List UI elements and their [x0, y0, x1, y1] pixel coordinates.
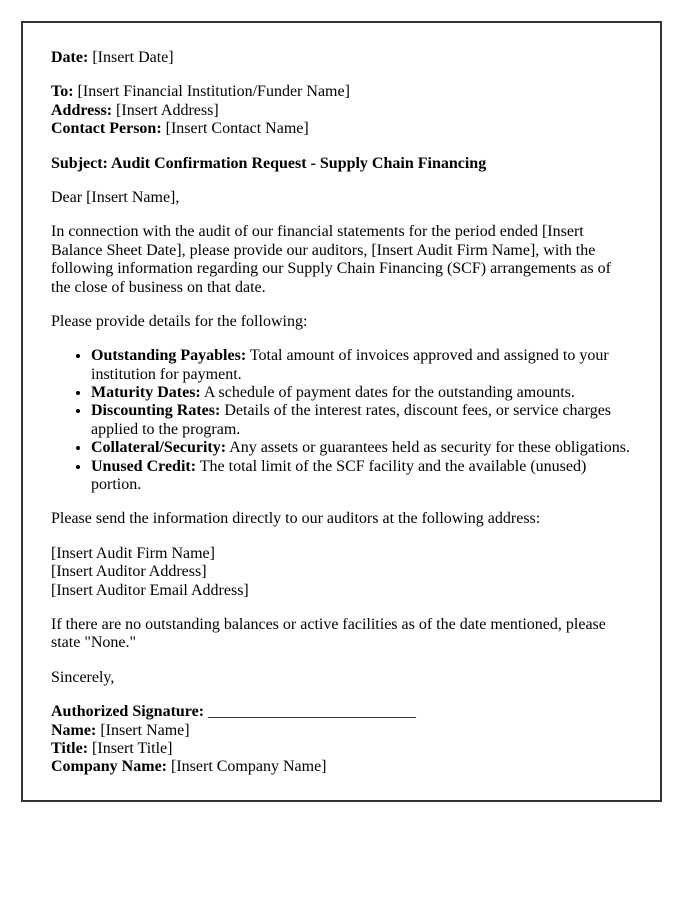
- send-instruction: Please send the information directly to our auditors at the following address:: [51, 510, 541, 528]
- list-item-discounting-rates: [91, 402, 632, 439]
- recipient-block: [51, 83, 632, 138]
- letter-document: [21, 21, 662, 802]
- signature-underline: __________________________: [204, 703, 417, 721]
- list-item-collateral-security: [91, 439, 632, 457]
- recipient-address-line: [51, 102, 632, 120]
- list-item-unused-credit: [91, 458, 632, 495]
- signer-title-label: Title:: [51, 739, 89, 757]
- authorized-signature-label: Authorized Signature:: [51, 703, 205, 721]
- intro-paragraph: In connection with the audit of our financial statements for the period ended [Insert Balance Sheet Date], please provide our auditors, [Insert Audit Firm Name], with the following information regarding our Supply Chain Financing (SCF) arrangements as of the close of business on that date.: [51, 223, 611, 296]
- closing: Sincerely,: [51, 668, 115, 686]
- signer-title-value: [Insert Title]: [88, 739, 173, 757]
- collateral-security-text: Any assets or guarantees held as security for these obligations.: [226, 439, 630, 457]
- signature-block: [51, 703, 632, 777]
- details-intro: Please provide details for the following:: [51, 312, 308, 330]
- signer-name-line: [51, 722, 632, 740]
- date-label: Date:: [51, 49, 89, 66]
- details-list: [51, 347, 632, 494]
- maturity-dates-label: Maturity Dates:: [91, 384, 201, 402]
- signer-name-value: [Insert Name]: [96, 721, 190, 739]
- outstanding-payables-text: Total amount of invoices approved and assigned to your institution for payment.: [91, 347, 609, 383]
- signer-title-line: [51, 740, 632, 758]
- signer-name-label: Name:: [51, 721, 97, 739]
- auditor-firm-line: [Insert Audit Firm Name]: [51, 544, 215, 562]
- discounting-rates-text: Details of the interest rates, discount fees, or service charges applied to the program.: [91, 402, 612, 438]
- recipient-contact-line: [51, 120, 632, 138]
- contact-person-value: [Insert Contact Name]: [161, 120, 309, 138]
- none-note: If there are no outstanding balances or active facilities as of the date mentioned, please state "None.": [51, 615, 606, 652]
- recipient-to-line: [51, 83, 632, 101]
- unused-credit-text: The total limit of the SCF facility and the available (unused) portion.: [91, 457, 587, 494]
- auditor-email-line: [Insert Auditor Email Address]: [51, 581, 249, 599]
- contact-person-label: Contact Person:: [51, 120, 162, 138]
- company-name-value: [Insert Company Name]: [167, 758, 327, 776]
- date-value: [Insert Date]: [88, 49, 174, 66]
- subject-text: Subject: Audit Confirmation Request - Supply Chain Financing: [51, 154, 487, 172]
- address-value: [Insert Address]: [112, 101, 219, 119]
- subject-line: [51, 155, 632, 173]
- date-line: [51, 49, 632, 67]
- maturity-dates-text: A schedule of payment dates for the outstanding amounts.: [200, 384, 575, 402]
- salutation: Dear [Insert Name],: [51, 188, 180, 206]
- unused-credit-label: Unused Credit:: [91, 457, 197, 475]
- company-name-label: Company Name:: [51, 758, 167, 776]
- to-value: [Insert Financial Institution/Funder Name]: [73, 83, 350, 101]
- list-item-outstanding-payables: [91, 347, 632, 384]
- auditor-address-line: [Insert Auditor Address]: [51, 563, 207, 581]
- list-item-maturity-dates: [91, 384, 632, 402]
- auditor-address-block: [51, 545, 632, 600]
- company-name-line: [51, 758, 632, 776]
- authorized-signature-line: [51, 703, 632, 721]
- outstanding-payables-label: Outstanding Payables:: [91, 347, 247, 365]
- discounting-rates-label: Discounting Rates:: [91, 402, 221, 420]
- collateral-security-label: Collateral/Security:: [91, 439, 227, 457]
- to-label: To:: [51, 83, 74, 101]
- address-label: Address:: [51, 101, 113, 119]
